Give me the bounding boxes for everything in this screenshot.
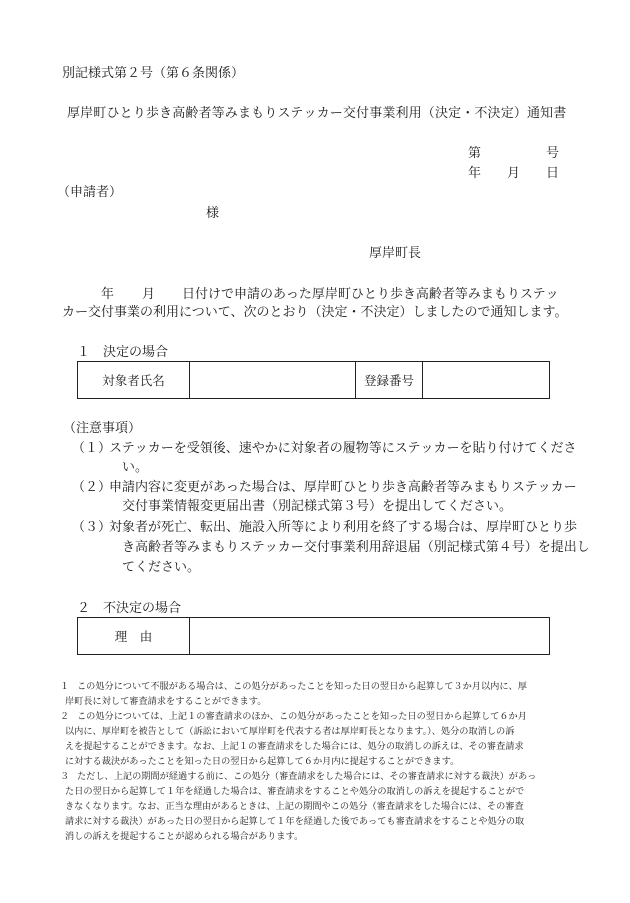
footnote-1-line-2: 岸町長に対して審査請求をすることができます。 [65,696,267,707]
form-header: 別記様式第２号（第６条関係） [62,66,245,81]
footnote-3-line-1: ただし、上記の期間が経過する前に、この処分（審査請求をした場合には、その審査請求に対する裁決）があっ [77,771,537,782]
footnote-2-line-4: に対する裁決があったことを知った日の翌日から起算して６か月内に提起することができます。 [65,756,460,767]
footnote-3-line-3: きなくなります。なお、正当な理由があるときは、上記の期間やこの処分（審査請求をした場合には、その審査 [65,801,524,812]
doc-number-prefix: 第 [468,146,482,161]
date-year: 年 [468,166,482,181]
name-label: 対象者氏名 [78,362,190,399]
note-3-line-3: てください。 [122,560,201,575]
honorific: 様 [206,206,220,221]
note-2-number: （２） [72,480,112,495]
reason-field[interactable] [190,618,550,655]
decision-table [77,361,550,399]
date-day: 日 [546,166,560,181]
note-1-line-1: ステッカーを受領後、速やかに対象者の履物等にステッカーを貼り付けてくださ [109,441,577,456]
rejection-table [77,617,550,655]
doc-number-suffix: 号 [546,146,560,161]
issuer: 厚岸町長 [369,246,422,261]
footnote-2-line-1: この処分については、上記１の審査請求のほか、この処分があったことを知った日の翌日から起算して６か月 [77,711,527,722]
note-1-line-2: い。 [122,460,149,475]
footnote-2-number: ２ [60,711,70,722]
body-line2: カー交付事業の利用について、次のとおり（決定・不決定）しましたので通知します。 [62,305,568,320]
footnote-1-number: １ [60,681,70,692]
body-year: 年 [101,287,115,302]
registration-label: 登録番号 [356,362,423,399]
footnote-3-line-5: 消しの訴えを提起することが認められる場合があります。 [65,831,304,842]
document-title: 厚岸町ひとり歩き高齢者等みまもりステッカー交付事業利用（決定・不決定）通知書 [67,106,567,121]
footnote-3-line-4: 請求に対する裁決）があった日の翌日から起算して１年を経過した後であっても審査請求をすることや処分の取 [65,816,525,827]
note-3-line-2: き高齢者等みまもりステッカー交付事業利用辞退届（別記様式第４号）を提出し [122,540,590,555]
footnote-3-line-2: た日の翌日から起算して１年を経過した場合は、審査請求をすることや処分の取消しの訴えを提起することがで [65,786,525,797]
note-2-line-2: 交付事業情報変更届出書（別記様式第３号）を提出してください。 [122,499,513,514]
note-1-number: （１） [72,441,112,456]
note-3-line-1: 対象者が死亡、転出、施設入所等により利用を終了する場合は、厚岸町ひとり歩 [109,520,578,535]
footnote-2-line-3: えを提起することができます。なお、上記１の審査請求をした場合には、処分の取消しの訴えは、その審査請求 [65,741,524,752]
footnote-2-line-2: 以内に、厚岸町を被告として（訴訟において厚岸町を代表する者は厚岸町長となります。）、処分の取消しの訴 [65,726,515,737]
note-3-number: （３） [72,520,112,535]
body-line1-text: 日付けで申請のあった厚岸町ひとり歩き高齢者等みまもりステッ [182,287,559,302]
reason-label: 理 由 [78,618,190,655]
section1-heading: １ 決定の場合 [77,345,169,360]
notes-heading: （注意事項） [63,421,142,436]
footnote-1-line-1: この処分について不服がある場合は、この処分があったことを知った日の翌日から起算して３か月以内に、厚 [77,681,527,692]
name-field[interactable] [190,362,356,399]
body-month: 月 [142,287,156,302]
note-2-line-1: 申請内容に変更があった場合は、厚岸町ひとり歩き高齢者等みまもりステッカー [109,480,577,495]
registration-field[interactable] [423,362,550,399]
date-month: 月 [507,166,521,181]
applicant-label: （申請者） [57,185,123,200]
section2-heading: ２ 不決定の場合 [77,601,182,616]
footnote-3-number: ３ [60,771,70,782]
